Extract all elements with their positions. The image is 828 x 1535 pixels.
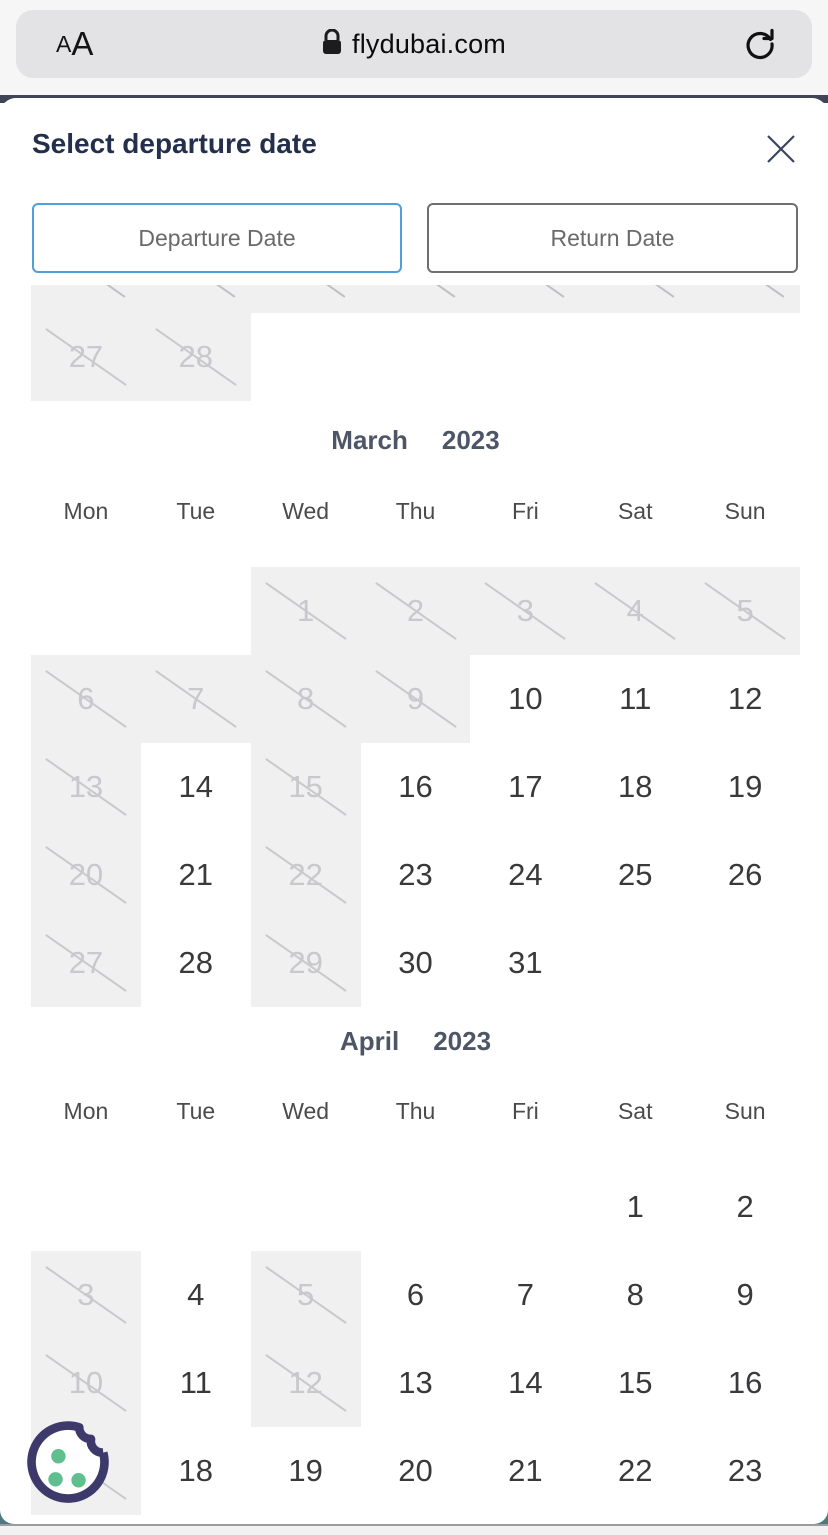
calendar-day-number: 27 xyxy=(68,945,104,980)
calendar-day-disabled xyxy=(31,1251,141,1339)
strike-tail-icon xyxy=(214,285,235,298)
calendar-empty-cell xyxy=(690,313,800,401)
page-title: Select departure date xyxy=(32,128,317,159)
strike-tail-icon xyxy=(764,285,785,298)
calendar-day-number: 19 xyxy=(727,769,763,804)
calendar-day[interactable] xyxy=(141,919,251,1007)
calendar-day[interactable] xyxy=(690,1339,800,1427)
month-title xyxy=(31,425,800,456)
month-year: 2023 xyxy=(441,425,500,455)
calendar-day-number: 29 xyxy=(288,945,323,980)
calendar-day-number: 13 xyxy=(398,1365,433,1400)
calendar-week-row xyxy=(31,1339,800,1427)
calendar-day-number: 28 xyxy=(178,339,214,374)
weekday-label: Fri xyxy=(511,498,539,524)
month-title xyxy=(31,1026,800,1057)
calendar-day-number: 14 xyxy=(178,769,214,804)
weekday-label: Mon xyxy=(63,498,109,524)
calendar-day[interactable] xyxy=(580,1427,690,1515)
weekday-label: Mon xyxy=(63,1098,109,1124)
url-bar[interactable] xyxy=(16,10,812,78)
weekday-label: Sun xyxy=(724,498,766,524)
calendar-day-number: 26 xyxy=(727,857,763,892)
calendar-day-number: 9 xyxy=(406,681,425,716)
calendar-day-number: 15 xyxy=(617,1365,653,1400)
calendar-empty-cell xyxy=(580,313,690,401)
strike-tail-icon xyxy=(434,285,455,298)
calendar-day-number: 10 xyxy=(68,1365,104,1400)
month-name: April xyxy=(339,1026,400,1056)
calendar-day-number: 20 xyxy=(398,1453,433,1488)
calendar-empty-cell xyxy=(31,567,141,655)
calendar-day-disabled xyxy=(690,567,800,655)
calendar-day-number: 20 xyxy=(68,857,104,892)
calendar-day-number: 4 xyxy=(187,1277,205,1312)
calendar-day[interactable] xyxy=(580,1339,690,1427)
calendar-day-disabled xyxy=(31,919,141,1007)
calendar-day-number: 11 xyxy=(619,681,652,716)
calendar-week-row xyxy=(31,567,800,655)
calendar-day-disabled xyxy=(580,567,690,655)
calendar-day-number: 6 xyxy=(406,1277,425,1312)
calendar-day[interactable] xyxy=(361,831,471,919)
calendar-day-number: 5 xyxy=(736,593,754,628)
calendar-empty-cell xyxy=(470,313,580,401)
partial-month-strip xyxy=(31,285,800,313)
calendar-day-number: 5 xyxy=(297,1277,315,1312)
weekday-label: Tue xyxy=(176,1098,216,1124)
calendar-week-row xyxy=(31,831,800,919)
text-size-button[interactable] xyxy=(56,10,93,78)
calendar-day-number: 1 xyxy=(297,593,315,628)
calendar-day-number: 24 xyxy=(508,857,543,892)
weekday-header-row xyxy=(31,1095,800,1127)
calendar-day-number: 30 xyxy=(398,945,433,980)
calendar-day-disabled xyxy=(251,1251,361,1339)
calendar-day-number: 15 xyxy=(288,769,323,804)
calendar-day[interactable] xyxy=(470,1427,580,1515)
calendar-day-disabled xyxy=(31,655,141,743)
calendar-week-row xyxy=(31,655,800,743)
calendar-empty-cell xyxy=(141,567,251,655)
calendar-day-number: 1 xyxy=(626,1189,644,1224)
text-size-label-big: A xyxy=(71,25,94,62)
calendar-day-disabled xyxy=(470,567,580,655)
calendar-week-row xyxy=(31,313,800,401)
lock-icon xyxy=(322,29,342,60)
url-text: flydubai.com xyxy=(352,28,506,59)
calendar-day[interactable] xyxy=(141,1427,251,1515)
calendar-empty-cell xyxy=(251,313,361,401)
calendar-day[interactable] xyxy=(470,743,580,831)
calendar-day-number: 7 xyxy=(516,1277,534,1312)
calendar-day[interactable] xyxy=(470,1339,580,1427)
calendar-day-disabled xyxy=(251,655,361,743)
calendar-day[interactable] xyxy=(470,919,580,1007)
calendar-day-number: 31 xyxy=(508,945,543,980)
calendar-day[interactable] xyxy=(361,1339,471,1427)
calendar-day-number: 18 xyxy=(617,769,653,804)
calendar-day-number: 3 xyxy=(516,593,534,628)
calendar-day-disabled xyxy=(31,313,141,401)
tab-return-date[interactable] xyxy=(427,203,798,273)
calendar-day-number: 8 xyxy=(626,1277,644,1312)
calendar-day-number: 12 xyxy=(727,681,763,716)
calendar-day[interactable] xyxy=(580,1163,690,1251)
month-name: March xyxy=(331,425,408,455)
calendar-week-row xyxy=(31,1427,800,1515)
calendar-day-number: 9 xyxy=(736,1277,754,1312)
calendar-day-disabled xyxy=(251,1339,361,1427)
calendar-day-number: 11 xyxy=(179,1365,212,1400)
calendar-empty-cell xyxy=(361,1163,471,1251)
calendar-day-number: 28 xyxy=(178,945,214,980)
calendar-day[interactable] xyxy=(470,831,580,919)
calendar-scroll-area[interactable] xyxy=(0,285,828,1524)
calendar-day-number: 21 xyxy=(508,1453,543,1488)
reload-button[interactable] xyxy=(742,26,778,62)
calendar-day-number: 13 xyxy=(68,769,104,804)
weekday-label: Fri xyxy=(511,1098,539,1124)
calendar-day-disabled xyxy=(141,313,251,401)
calendar-day-disabled xyxy=(251,743,361,831)
calendar-day[interactable] xyxy=(141,743,251,831)
calendar-day-number: 22 xyxy=(288,857,323,892)
calendar-day[interactable] xyxy=(361,743,471,831)
calendar-day-disabled xyxy=(31,743,141,831)
weekday-label: Wed xyxy=(282,498,330,524)
calendar-week-row xyxy=(31,919,800,1007)
calendar-day-number: 19 xyxy=(288,1453,323,1488)
calendar-day[interactable] xyxy=(580,831,690,919)
calendar-day[interactable] xyxy=(580,743,690,831)
calendar-empty-cell xyxy=(141,1163,251,1251)
calendar-day[interactable] xyxy=(580,655,690,743)
calendar-day[interactable] xyxy=(690,655,800,743)
tab-departure-label: Departure Date xyxy=(138,224,296,251)
calendar-day[interactable] xyxy=(690,1427,800,1515)
calendar-day-number: 3 xyxy=(77,1277,95,1312)
calendar-week-row xyxy=(31,1251,800,1339)
calendar-day-disabled xyxy=(251,567,361,655)
cookie-icon[interactable] xyxy=(20,1414,116,1510)
calendar-empty-cell xyxy=(361,313,471,401)
calendar-day-number: 7 xyxy=(187,681,205,716)
calendar-day-disabled xyxy=(361,655,471,743)
calendar-day-disabled xyxy=(31,831,141,919)
calendar-day-number: 2 xyxy=(736,1189,754,1224)
calendar-day-number: 27 xyxy=(68,339,104,374)
close-icon[interactable] xyxy=(762,130,800,168)
text-size-label-small: A xyxy=(56,30,72,57)
calendar-day[interactable] xyxy=(690,831,800,919)
weekday-label: Thu xyxy=(395,498,436,524)
calendar-day[interactable] xyxy=(361,1251,471,1339)
strike-tail-icon xyxy=(544,285,565,298)
calendar-day[interactable] xyxy=(470,655,580,743)
calendar-day-disabled xyxy=(361,567,471,655)
calendar-day[interactable] xyxy=(361,1427,471,1515)
calendar-day[interactable] xyxy=(580,1251,690,1339)
calendar-week-row xyxy=(31,743,800,831)
calendar-day-disabled xyxy=(251,831,361,919)
calendar-day-number: 10 xyxy=(508,681,543,716)
calendar-empty-cell xyxy=(690,919,800,1007)
calendar-week-row xyxy=(31,1163,800,1251)
tab-departure-date[interactable] xyxy=(32,203,402,273)
browser-chrome xyxy=(0,0,828,98)
calendar-day[interactable] xyxy=(251,1427,361,1515)
strike-tail-icon xyxy=(105,285,126,298)
calendar-day-disabled xyxy=(251,919,361,1007)
calendar-day-number: 16 xyxy=(398,769,433,804)
calendar-day[interactable] xyxy=(141,831,251,919)
tab-return-label: Return Date xyxy=(550,224,675,251)
calendar-day-number: 16 xyxy=(727,1365,763,1400)
month-year: 2023 xyxy=(433,1026,492,1056)
weekday-label: Sun xyxy=(724,1098,766,1124)
calendar-empty-cell xyxy=(470,1163,580,1251)
calendar-empty-cell xyxy=(31,1163,141,1251)
calendar-day[interactable] xyxy=(141,1339,251,1427)
calendar-day-number: 23 xyxy=(727,1453,763,1488)
calendar-day[interactable] xyxy=(361,919,471,1007)
calendar-day-number: 25 xyxy=(617,857,653,892)
calendar-empty-cell xyxy=(251,1163,361,1251)
calendar-day-number: 17 xyxy=(508,769,543,804)
weekday-label: Sat xyxy=(617,1098,653,1124)
calendar-day-number: 18 xyxy=(178,1453,214,1488)
weekday-label: Sat xyxy=(617,498,653,524)
weekday-label: Tue xyxy=(176,498,216,524)
calendar-day[interactable] xyxy=(690,743,800,831)
weekday-header-row xyxy=(31,495,800,527)
calendar-day[interactable] xyxy=(141,1251,251,1339)
calendar-day-number: 21 xyxy=(178,857,214,892)
calendar-day[interactable] xyxy=(690,1163,800,1251)
calendar-day-disabled xyxy=(141,655,251,743)
calendar-day-number: 2 xyxy=(406,593,425,628)
strike-tail-icon xyxy=(654,285,675,298)
calendar-day-number: 4 xyxy=(626,593,644,628)
calendar-day-number: 23 xyxy=(398,857,433,892)
strike-tail-icon xyxy=(324,285,345,298)
calendar-empty-cell xyxy=(580,919,690,1007)
calendar-day-number: 22 xyxy=(617,1453,653,1488)
bottom-strip xyxy=(0,1526,828,1535)
calendar-day-number: 6 xyxy=(77,681,95,716)
calendar-day-number: 12 xyxy=(288,1365,323,1400)
calendar-day[interactable] xyxy=(470,1251,580,1339)
calendar-day-number: 8 xyxy=(297,681,315,716)
weekday-label: Thu xyxy=(395,1098,436,1124)
weekday-label: Wed xyxy=(282,1098,330,1124)
calendar-day-number: 14 xyxy=(508,1365,543,1400)
calendar-day[interactable] xyxy=(690,1251,800,1339)
